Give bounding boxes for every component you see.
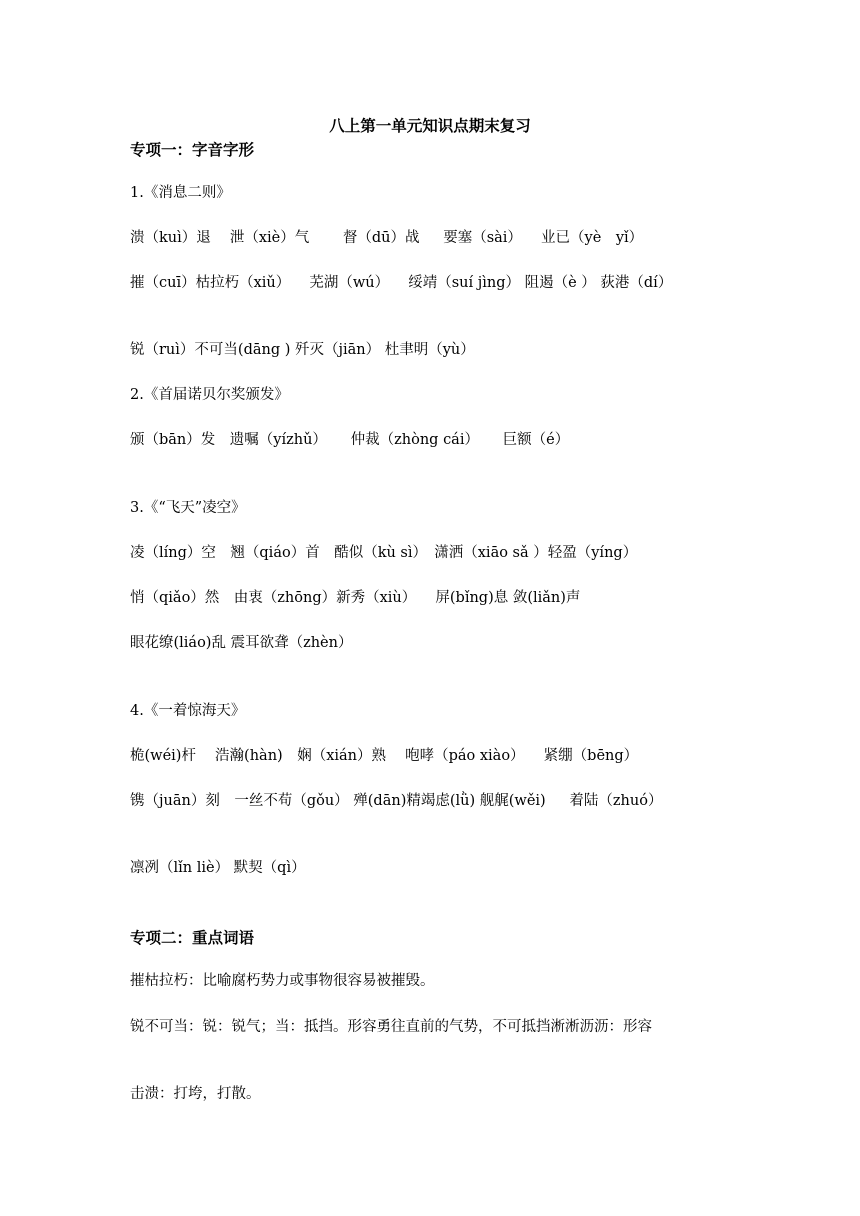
- text-line: 摧枯拉朽：比喻腐朽势力或事物很容易被摧毁。: [130, 973, 435, 989]
- text-line: 击溃：打垮，打散。: [130, 1086, 261, 1102]
- text-line: 锐不可当：锐：锐气；当：抵挡。形容勇往直前的气势，不可抵挡淅淅沥沥：形容: [130, 1019, 652, 1035]
- section-heading: 专项一：字音字形: [130, 141, 255, 159]
- text-line: 眼花缭(liáo)乱 震耳欲聋（zhèn）: [130, 635, 353, 651]
- text-line: 摧（cuī）枯拉朽（xiǔ） 芜湖（wú） 绥靖（suí jìng） 阻遏（è ） 荻港（dí）: [130, 275, 673, 291]
- lesson-label: 1.《消息二则》: [130, 185, 231, 201]
- lesson-label: 3.《“飞天”凌空》: [130, 500, 246, 516]
- section-heading: 专项二：重点词语: [130, 929, 255, 947]
- text-line: 桅(wéi)杆 浩瀚(hàn) 娴（xián）熟 咆哮（páo xiào） 紧绷（bēng）: [130, 748, 639, 764]
- text-line: 锐（ruì）不可当(dāng ) 歼灭（jiān） 杜聿明（yù）: [130, 342, 475, 358]
- text-line: 颁（bān）发 遗嘱（yízhǔ） 仲裁（zhòng cái） 巨额（é）: [130, 432, 570, 448]
- text-line: 镌（juān）刻 一丝不苟（gǒu） 殚(dān)精竭虑(lǜ) 舰艉(wěi) 着陆（zhuó）: [130, 793, 663, 809]
- text-line: 凛冽（lǐn liè） 默契（qì）: [130, 860, 306, 876]
- document-title: 八上第一单元知识点期末复习: [329, 117, 531, 135]
- text-line: 溃（kuì）退 泄（xiè）气 督（dū）战 要塞（sài） 业已（yè yǐ）: [130, 230, 644, 246]
- lesson-label: 4.《一着惊海天》: [130, 703, 246, 719]
- text-line: 悄（qiǎo）然 由衷（zhōng）新秀（xiù） 屏(bǐng)息 敛(liǎn)声: [130, 590, 581, 606]
- text-line: 凌（líng）空 翘（qiáo）首 酷似（kù sì） 潇洒（xiāo sǎ ）轻盈（yíng）: [130, 545, 638, 561]
- lesson-label: 2.《首届诺贝尔奖颁发》: [130, 387, 289, 403]
